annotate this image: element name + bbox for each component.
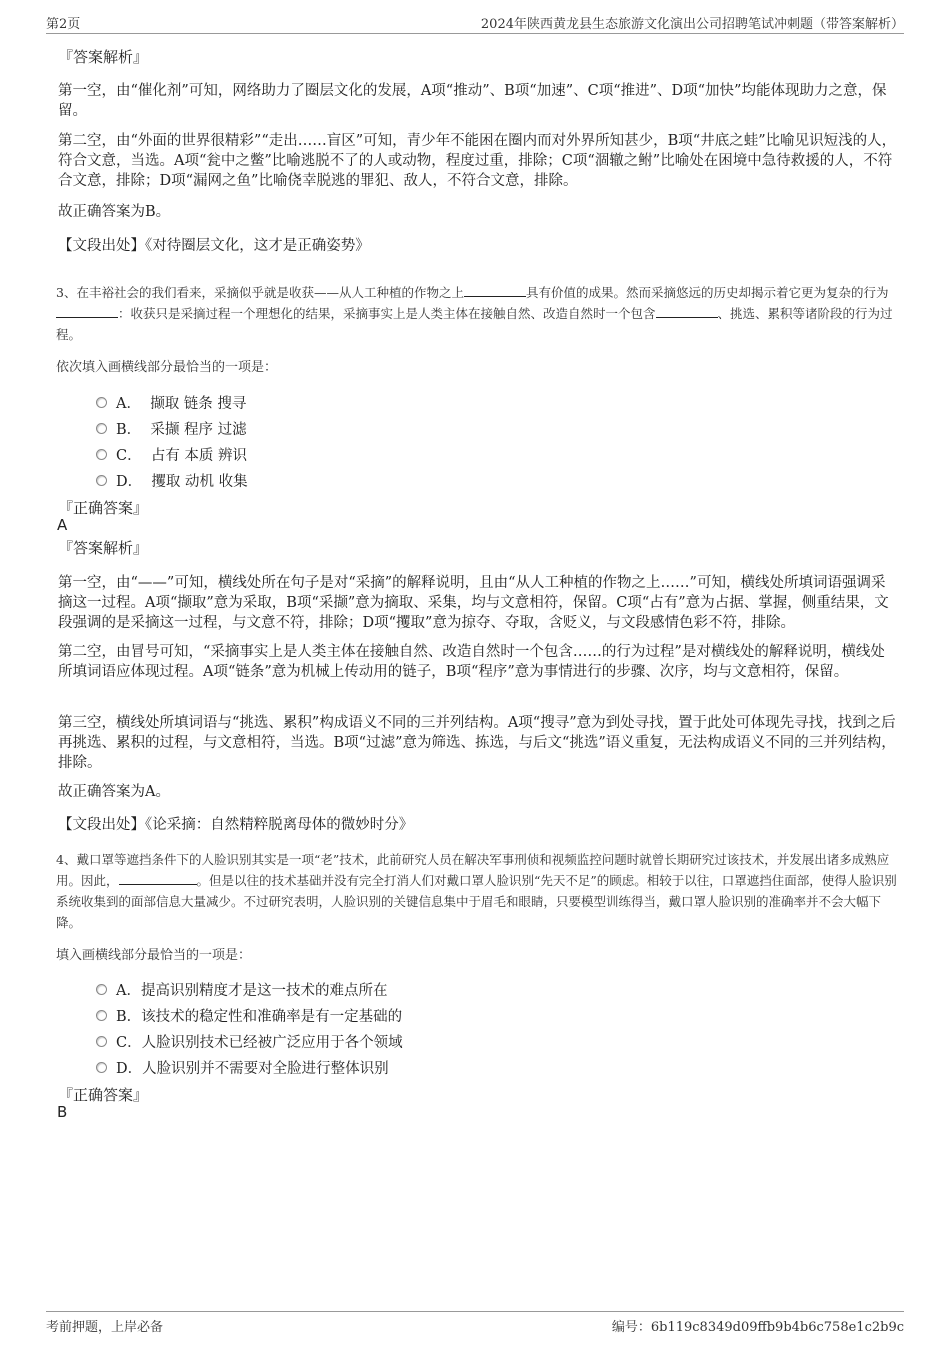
q4-option-d[interactable]: D． 人脸识别并不需要对全脸进行整体识别 <box>96 1054 403 1080</box>
q3-prompt: 依次填入画横线部分最恰当的一项是： <box>56 360 278 375</box>
page-header <box>46 13 904 34</box>
q4-options <box>96 976 403 1080</box>
q2-source: 【文段出处】《对待圈层文化，这才是正确姿势》 <box>58 238 370 254</box>
q4-option-a[interactable]: A． 提高识别精度才是这一技术的难点所在 <box>96 976 403 1002</box>
q3-source: 【文段出处】《论采摘：自然精粹脱离母体的微妙时分》 <box>58 817 414 833</box>
blank-3 <box>656 317 718 318</box>
q3-answer: A <box>57 516 68 534</box>
q3-option-c[interactable]: C． 占有 本质 辨识 <box>96 441 248 467</box>
q4-option-b[interactable]: B． 该技术的稳定性和准确率是有一定基础的 <box>96 1002 403 1028</box>
radio-icon[interactable] <box>96 475 107 486</box>
blank-1 <box>464 296 526 297</box>
footer-serial: 编号：6b119c8349d09ffb9b4b6c758e1c2b9c <box>611 1320 904 1335</box>
radio-icon[interactable] <box>96 397 107 408</box>
q3-conclusion: 故正确答案为A。 <box>58 784 170 800</box>
q2-analysis-para2: 第二空，由“外面的世界很精彩”“走出……盲区”可知，青少年不能困在圈内而对外界所知甚少，B项“井底之蛙”比喻见识短浅的人，符合文意，当选。A项“瓮中之鳖”比喻逃脱不了的人或动物，程度过重，排除；C项“涸辙之鲋”比喻处在困境中急待救援的人，不符合文意，排除；D项“漏网之鱼”比喻侥幸脱逃的罪犯、敌人，不符合文意，排除。 <box>58 133 897 189</box>
document-title: 2024年陕西黄龙县生态旅游文化演出公司招聘笔试冲刺题（带答案解析） <box>480 17 904 32</box>
blank-2 <box>56 317 118 318</box>
q4-option-c[interactable]: C． 人脸识别技术已经被广泛应用于各个领域 <box>96 1028 403 1054</box>
q2-analysis-para1: 第一空，由“催化剂”可知，网络助力了圈层文化的发展，A项“推动”、B项“加速”、C项“推进”、D项“加快”均能体现助力之意，保留。 <box>58 83 887 119</box>
blank-4 <box>119 884 197 885</box>
q4-answer: B <box>57 1103 68 1121</box>
q4-prompt: 填入画横线部分最恰当的一项是： <box>56 948 252 963</box>
q4-answer-heading: 『正确答案』 <box>58 1086 149 1104</box>
q3-answer-heading: 『正确答案』 <box>58 499 149 517</box>
radio-icon[interactable] <box>96 423 107 434</box>
radio-icon[interactable] <box>96 1010 107 1021</box>
q2-conclusion: 故正确答案为B。 <box>58 204 171 220</box>
q3-analysis-heading: 『答案解析』 <box>58 539 149 557</box>
radio-icon[interactable] <box>96 984 107 995</box>
radio-icon[interactable] <box>96 1036 107 1047</box>
q3-option-a[interactable]: A． 撷取 链条 搜寻 <box>96 389 248 415</box>
q3-option-b[interactable]: B． 采撷 程序 过滤 <box>96 415 248 441</box>
footer-slogan: 考前押题，上岸必备 <box>46 1320 164 1335</box>
q3-stem: 3、在丰裕社会的我们看来，采摘似乎就是收获——从人工种植的作物之上 具有价值的成果。然而采摘悠远的历史却揭示着它更为复杂的行为：收获只是采摘过程一个理想化的结果，采摘事实上是人类主体在接触自然、改造自然时一个包含 、挑选、累积等诸阶段的行为过程。 <box>56 285 893 342</box>
q3-analysis-para1: 第一空，由“——”可知，横线处所在句子是对“采摘”的解释说明，且由“从人工种植的作物之上……”可知，横线处所填词语强调采摘这一过程。A项“撷取”意为采取，B项“采撷”意为摘取、采集，均与文意相符，保留。C项“占有”意为占据、掌握，侧重结果，文段强调的是采摘这一过程，与文意不符，排除；D项“攫取”意为掠夺、夺取，含贬义，与文段感情色彩不符，排除。 <box>58 575 889 631</box>
q3-analysis-para3: 第三空，横线处所填词语与“挑选、累积”构成语义不同的三并列结构。A项“搜寻”意为到处寻找，置于此处可体现先寻找，找到之后再挑选、累积的过程，与文意相符，当选。B项“过滤”意为筛选、拣选，与后文“挑选”语义重复，无法构成语义不同的三并列结构，排除。 <box>58 715 896 771</box>
q3-options <box>96 389 248 493</box>
q2-analysis-heading: 『答案解析』 <box>58 48 149 66</box>
radio-icon[interactable] <box>96 449 107 460</box>
page-number: 第2页 <box>46 17 81 32</box>
q4-stem: 4、戴口罩等遮挡条件下的人脸识别其实是一项“老”技术，此前研究人员在解决军事刑侦和视频监控问题时就曾长期研究过该技术，并发展出诸多成熟应用。因此， 。但是以往的技术基础并没有完全打消人们对戴口罩人脸识别“先天不足”的顾虑。相较于以往，口罩遮挡住面部，使得人脸识别系统收集到的面部信息大量减少。不过研究表明，人脸识别的关键信息集中于眉毛和眼睛，只要模型训练得当，戴口罩人脸识别的准确率并不会大幅下降。 <box>56 852 897 930</box>
q3-analysis-para2: 第二空，由冒号可知，“采摘事实上是人类主体在接触自然、改造自然时一个包含……的行为过程”是对横线处的解释说明，横线处所填词语应体现过程。A项“链条”意为机械上传动用的链子，B项“程序”意为事情进行的步骤、次序，均与文意相符，保留。 <box>58 644 885 680</box>
page-footer <box>46 1311 904 1338</box>
radio-icon[interactable] <box>96 1062 107 1073</box>
q3-option-d[interactable]: D． 攫取 动机 收集 <box>96 467 248 493</box>
